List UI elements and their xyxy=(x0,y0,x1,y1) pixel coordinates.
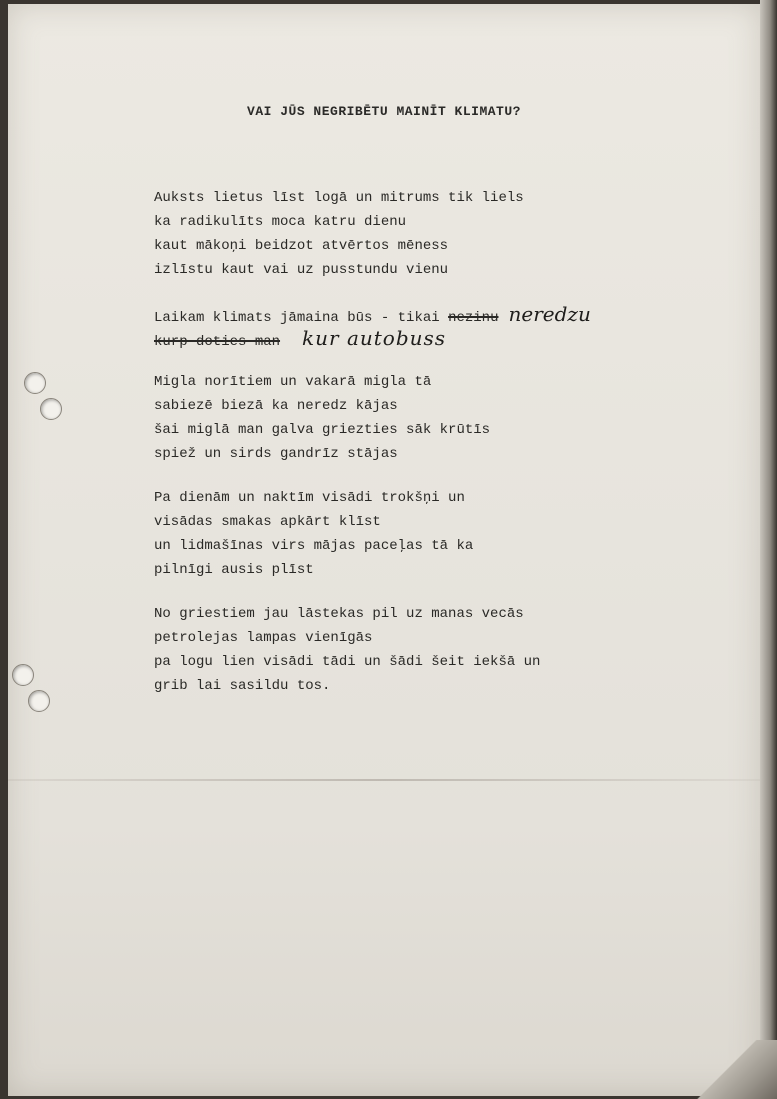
punch-hole xyxy=(28,690,50,712)
curled-corner xyxy=(690,1040,777,1099)
punch-hole xyxy=(40,398,62,420)
poem-line: un lidmašīnas virs mājas paceļas tā ka xyxy=(154,538,474,554)
stanza-1 xyxy=(154,186,591,282)
poem-line: Pa dienām un naktīm visādi trokšņi un xyxy=(154,490,465,506)
poem-line-corrected xyxy=(154,302,591,326)
struck-out-phrase: kurp doties man xyxy=(154,334,281,350)
poem-line: spiež un sirds gandrīz stājas xyxy=(154,446,398,462)
poem-line: šai miglā man galva griezties sāk krūtīs xyxy=(154,422,491,438)
poem-line: visādas smakas apkārt klīst xyxy=(154,514,381,530)
poem-line: kaut mākoņi beidzot atvērtos mēness xyxy=(154,238,449,254)
typed-text: Laikam klimats jāmaina būs - tikai xyxy=(154,310,449,326)
handwritten-correction: neredzu xyxy=(508,302,591,326)
poem-line: izlīstu kaut vai uz pusstundu vienu xyxy=(154,262,449,278)
stanza-5 xyxy=(154,602,591,698)
punch-hole xyxy=(24,372,46,394)
poem-line: Migla norītiem un vakarā migla tā xyxy=(154,374,432,390)
poem-line: pa logu lien visādi tādi un šādi šeit iekšā un xyxy=(154,654,541,670)
poem-line: No griestiem jau lāstekas pil uz manas vecās xyxy=(154,606,524,622)
poem-line: petrolejas lampas vienīgās xyxy=(154,630,373,646)
typewritten-page xyxy=(8,4,760,1096)
stanza-3 xyxy=(154,370,591,466)
stanza-4 xyxy=(154,486,591,582)
handwritten-correction: kur autobuss xyxy=(302,326,447,350)
paper-fold xyxy=(8,779,760,781)
paper-stack-edge xyxy=(760,0,777,1099)
struck-out-word: nezinu xyxy=(448,310,499,326)
stanza-2 xyxy=(154,302,591,350)
poem-body xyxy=(154,186,591,718)
poem-title: VAI JŪS NEGRIBĒTU MAINĪT KLIMATU? xyxy=(247,104,521,119)
poem-line: ka radikulīts moca katru dienu xyxy=(154,214,407,230)
punch-hole xyxy=(12,664,34,686)
poem-line: Auksts lietus līst logā un mitrums tik liels xyxy=(154,190,524,206)
poem-line: grib lai sasildu tos. xyxy=(154,678,331,694)
poem-line-corrected xyxy=(154,326,591,350)
poem-line: pilnīgi ausis plīst xyxy=(154,562,314,578)
poem-line: sabiezē biezā ka neredz kājas xyxy=(154,398,398,414)
